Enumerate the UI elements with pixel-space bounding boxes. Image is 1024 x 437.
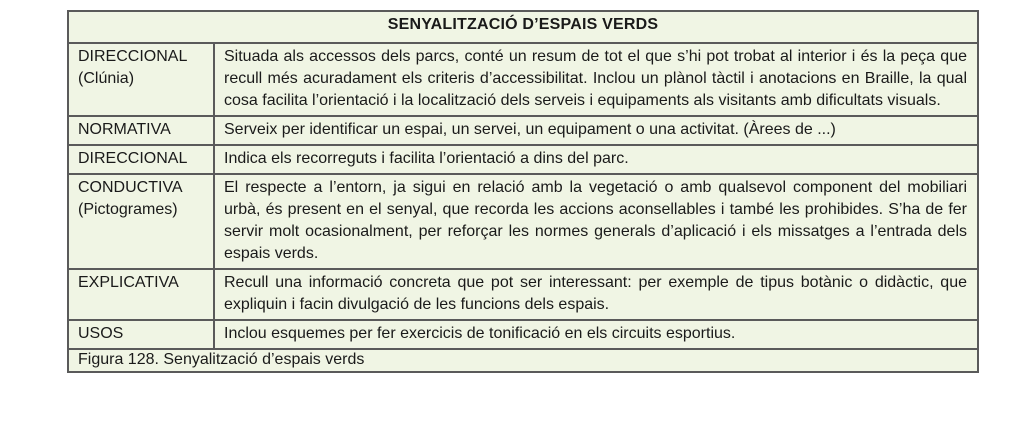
- caption-row: [68, 349, 978, 372]
- row-type: EXPLICATIVA: [78, 274, 179, 291]
- row-type: CONDUCTIVA: [78, 179, 183, 196]
- table-row: [68, 116, 978, 145]
- signage-table-figure: [67, 10, 979, 373]
- row-type-cell: [68, 269, 214, 320]
- row-description: Situada als accessos dels parcs, conté un resum de tot el que s’hi pot trobat al interior i és la peça que recull més acuradament els criteris d’accessibilitat. Inclou un plànol tàctil i anotacions en Braille, la qual cosa facilita l’orientació i la localització dels serveis i equipaments als visitants amb dificultats visuals.: [214, 43, 978, 116]
- table-title: SENYALITZACIÓ D’ESPAIS VERDS: [68, 11, 978, 43]
- row-type-cell: [68, 145, 214, 174]
- table-row: [68, 174, 978, 269]
- row-subtype: (Clúnia): [78, 70, 135, 87]
- table-row: [68, 320, 978, 349]
- table-row: [68, 145, 978, 174]
- table-header-row: [68, 11, 978, 43]
- row-description: Serveix per identificar un espai, un servei, un equipament o una activitat. (Àrees de ...): [214, 116, 978, 145]
- row-description: Indica els recorreguts i facilita l’orientació a dins del parc.: [214, 145, 978, 174]
- row-type-cell: [68, 116, 214, 145]
- table-row: [68, 43, 978, 116]
- row-description: El respecte a l’entorn, ja sigui en relació amb la vegetació o amb qualsevol component del mobiliari urbà, és present en el senyal, que recorda les accions aconsellables i també les prohibides. S’ha de fer servir molt ocasionalment, per reforçar les normes generals d’aplicació i els missatges a l’entrada dels espais verds.: [214, 174, 978, 269]
- row-subtype: (Pictogrames): [78, 201, 178, 218]
- row-type: DIRECCIONAL: [78, 150, 188, 167]
- signage-table: [67, 10, 979, 373]
- row-type-cell: [68, 174, 214, 269]
- row-type: NORMATIVA: [78, 121, 171, 138]
- row-description: Inclou esquemes per fer exercicis de tonificació en els circuits esportius.: [214, 320, 978, 349]
- table-row: [68, 269, 978, 320]
- row-type: USOS: [78, 325, 124, 342]
- row-description: Recull una informació concreta que pot ser interessant: per exemple de tipus botànic o didàctic, que expliquin i facin divulgació de les funcions dels espais.: [214, 269, 978, 320]
- row-type-cell: [68, 43, 214, 116]
- figure-caption: Figura 128. Senyalització d’espais verds: [68, 349, 978, 372]
- row-type: DIRECCIONAL: [78, 48, 188, 65]
- row-type-cell: [68, 320, 214, 349]
